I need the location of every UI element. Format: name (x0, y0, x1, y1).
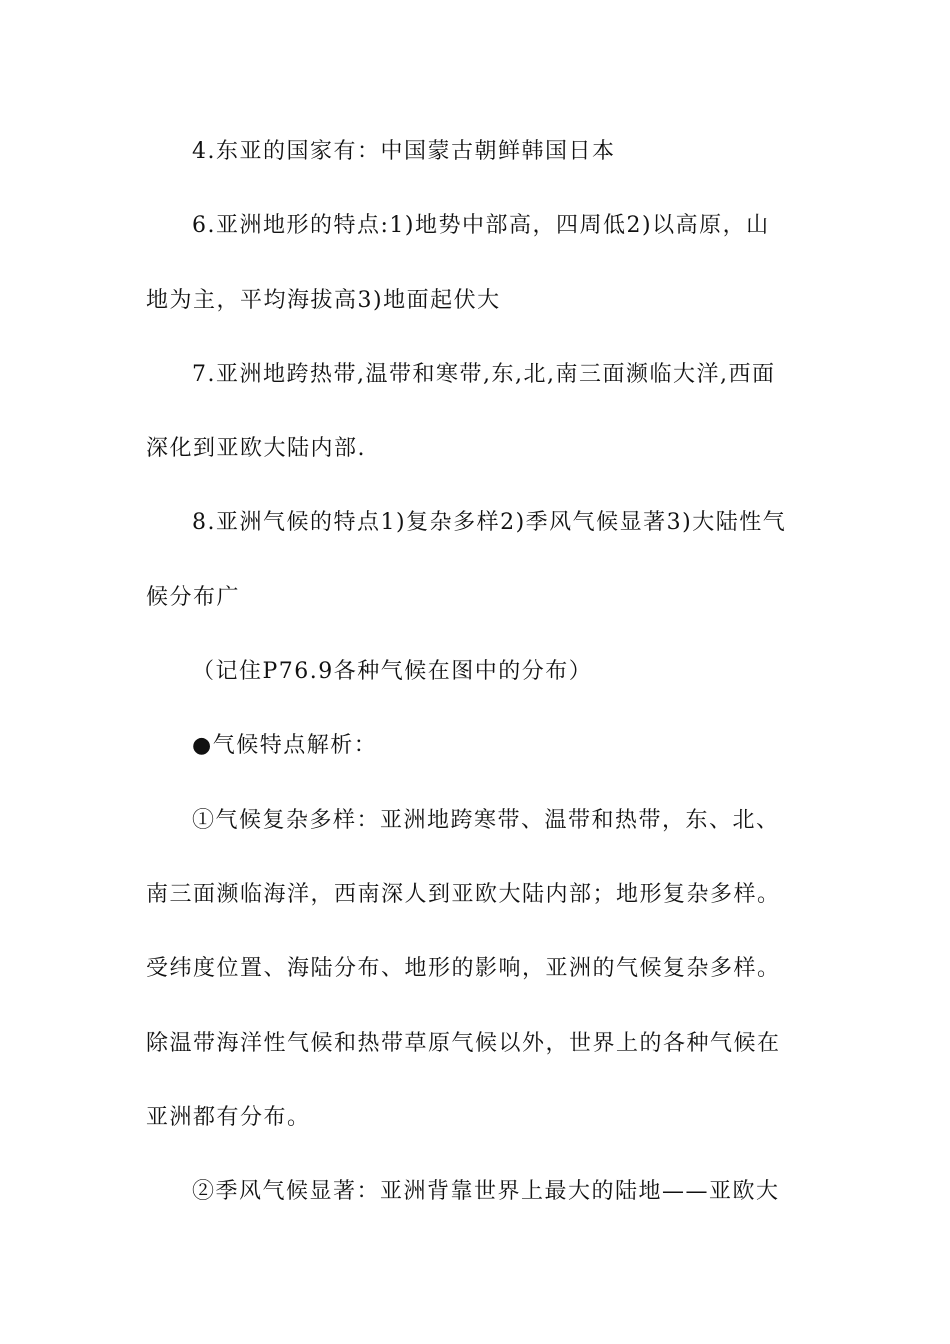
line-climate-features: 8.亚洲气候的特点1)复杂多样2)季风气候显著3)大陆性气 (192, 510, 787, 535)
line-analysis-2: ②季风气候显著：亚洲背靠世界上最大的陆地——亚欧大 (192, 1179, 780, 1204)
line-east-asia-countries: 4.东亚的国家有：中国蒙古朝鲜韩国日本 (192, 139, 616, 164)
line-remember-note: （记住P76.9各种气候在图中的分布） (192, 659, 593, 684)
line-terrain-features: 6.亚洲地形的特点:1)地势中部高，四周低2)以高原，山 (192, 213, 770, 238)
line-climate-zones-cont: 深化到亚欧大陆内部. (146, 436, 366, 461)
line-analysis-1-cont-d: 亚洲都有分布。 (146, 1105, 311, 1130)
line-terrain-features-cont: 地为主，平均海拔高3)地面起伏大 (146, 288, 501, 313)
line-analysis-1: ①气候复杂多样：亚洲地跨寒带、温带和热带，东、北、 (192, 808, 780, 833)
line-analysis-1-cont-a: 南三面濒临海洋，西南深人到亚欧大陆内部；地形复杂多样。 (146, 882, 781, 907)
line-climate-features-cont: 候分布广 (146, 585, 241, 610)
section-heading-climate-analysis: ●气候特点解析： (192, 733, 378, 758)
line-analysis-1-cont-b: 受纬度位置、海陆分布、地形的影响，亚洲的气候复杂多样。 (146, 956, 781, 981)
line-climate-zones: 7.亚洲地跨热带,温带和寒带,东,北,南三面濒临大洋,西面 (192, 362, 776, 387)
line-analysis-1-cont-c: 除温带海洋性气候和热带草原气候以外，世界上的各种气候在 (146, 1031, 781, 1056)
